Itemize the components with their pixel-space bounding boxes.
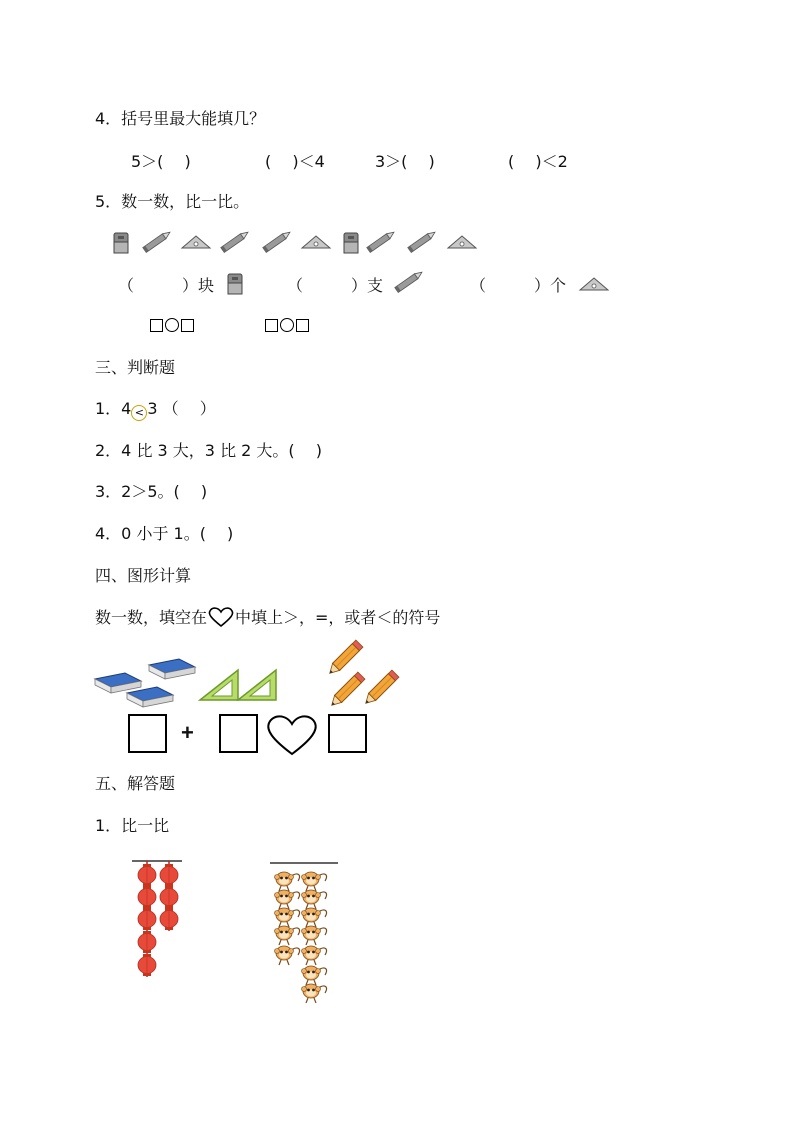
q4-item-1: 5＞( ) bbox=[131, 152, 191, 171]
section4-title: 四、图形计算 bbox=[95, 566, 192, 585]
pencils-picture bbox=[322, 637, 404, 709]
pencil-icon bbox=[362, 670, 399, 707]
book-icon bbox=[149, 659, 195, 679]
less-than-symbol: < bbox=[131, 405, 147, 421]
compare-box[interactable] bbox=[265, 319, 278, 332]
heart-icon[interactable] bbox=[264, 712, 320, 758]
section3-title: 三、判断题 bbox=[95, 358, 176, 377]
compare-group-2 bbox=[265, 316, 309, 335]
monkey-icon bbox=[275, 872, 300, 891]
q5-blank-triangle bbox=[470, 273, 566, 296]
q5-blank-pencil bbox=[287, 273, 383, 296]
monkey-icon bbox=[275, 946, 300, 965]
monkey-icon bbox=[302, 946, 327, 965]
section5-title: 五、解答题 bbox=[95, 774, 176, 793]
pencil-icon bbox=[367, 230, 396, 253]
blank-eraser-text: （ ）块 bbox=[118, 276, 215, 295]
section5-q1: 1．比一比 bbox=[95, 816, 170, 835]
q4-item-4: ( )＜2 bbox=[508, 152, 568, 171]
triangle-ruler-icon bbox=[182, 236, 210, 248]
judge-item-4: 4．0 小于 1。( ) bbox=[95, 524, 234, 543]
eraser-icon bbox=[226, 271, 244, 297]
monkey-icon bbox=[275, 890, 300, 909]
books-picture bbox=[93, 655, 198, 710]
compare-box[interactable] bbox=[150, 319, 163, 332]
judge-item-1: 1．4 < 3 （ ） bbox=[95, 399, 216, 419]
lantern-icon bbox=[160, 908, 178, 930]
q5-blank-eraser bbox=[118, 273, 214, 296]
pencil-icon bbox=[221, 230, 250, 253]
book-icon bbox=[95, 673, 141, 693]
answer-box-3[interactable] bbox=[328, 714, 367, 753]
pencil-icon bbox=[143, 230, 172, 253]
triangle-ruler-icon bbox=[578, 270, 612, 294]
lantern-icon bbox=[138, 886, 156, 908]
monkey-icon bbox=[302, 926, 327, 945]
monkey-icon bbox=[275, 926, 300, 945]
blank-pencil-text: （ ）支 bbox=[287, 276, 384, 295]
lanterns-picture bbox=[130, 855, 190, 985]
objects-row bbox=[112, 228, 512, 258]
monkeys-picture bbox=[266, 855, 346, 1003]
lantern-icon bbox=[138, 931, 156, 953]
monkey-icon bbox=[302, 890, 327, 909]
heart-icon bbox=[207, 606, 235, 628]
pencil-icon bbox=[263, 230, 292, 253]
monkey-icon bbox=[302, 872, 327, 891]
lantern-icon bbox=[160, 886, 178, 908]
lantern-icon bbox=[138, 908, 156, 930]
pencil-icon bbox=[326, 640, 363, 677]
section4-instruction: 数一数，填空在 中填上＞，=，或者＜的符号 bbox=[95, 608, 441, 627]
q4-item-3: 3＞( ) bbox=[375, 152, 435, 171]
lantern-icon bbox=[138, 864, 156, 886]
pencil-icon bbox=[394, 268, 428, 296]
lantern-icon bbox=[138, 954, 156, 976]
q4-title: 4．括号里最大能填几？ bbox=[95, 109, 266, 128]
answer-box-2[interactable] bbox=[219, 714, 258, 753]
eraser-icon bbox=[344, 233, 358, 253]
judge-item-3: 3．2＞5。( ) bbox=[95, 482, 208, 501]
q4-item-2: ( )＜4 bbox=[265, 152, 325, 171]
answer-box-1[interactable] bbox=[128, 714, 167, 753]
compare-box[interactable] bbox=[181, 319, 194, 332]
triangle-ruler-icon bbox=[448, 236, 476, 248]
plus-sign: + bbox=[181, 720, 194, 745]
eraser-icon bbox=[114, 233, 128, 253]
monkey-icon bbox=[302, 908, 327, 927]
blank-triangle-text: （ ）个 bbox=[470, 276, 567, 295]
compare-circle[interactable] bbox=[165, 318, 179, 332]
green-rulers-picture bbox=[198, 666, 288, 704]
compare-box[interactable] bbox=[296, 319, 309, 332]
pencil-icon bbox=[328, 672, 365, 709]
monkey-icon bbox=[302, 966, 327, 985]
monkey-icon bbox=[275, 908, 300, 927]
triangle-ruler-icon bbox=[302, 236, 330, 248]
judge-item-2: 2．4 比 3 大，3 比 2 大。( ) bbox=[95, 441, 322, 460]
book-icon bbox=[127, 687, 173, 707]
monkey-icon bbox=[302, 984, 327, 1003]
pencil-icon bbox=[408, 230, 437, 253]
lantern-icon bbox=[160, 864, 178, 886]
compare-group-1 bbox=[150, 316, 194, 335]
q5-title: 5．数一数，比一比。 bbox=[95, 192, 250, 211]
compare-circle[interactable] bbox=[280, 318, 294, 332]
